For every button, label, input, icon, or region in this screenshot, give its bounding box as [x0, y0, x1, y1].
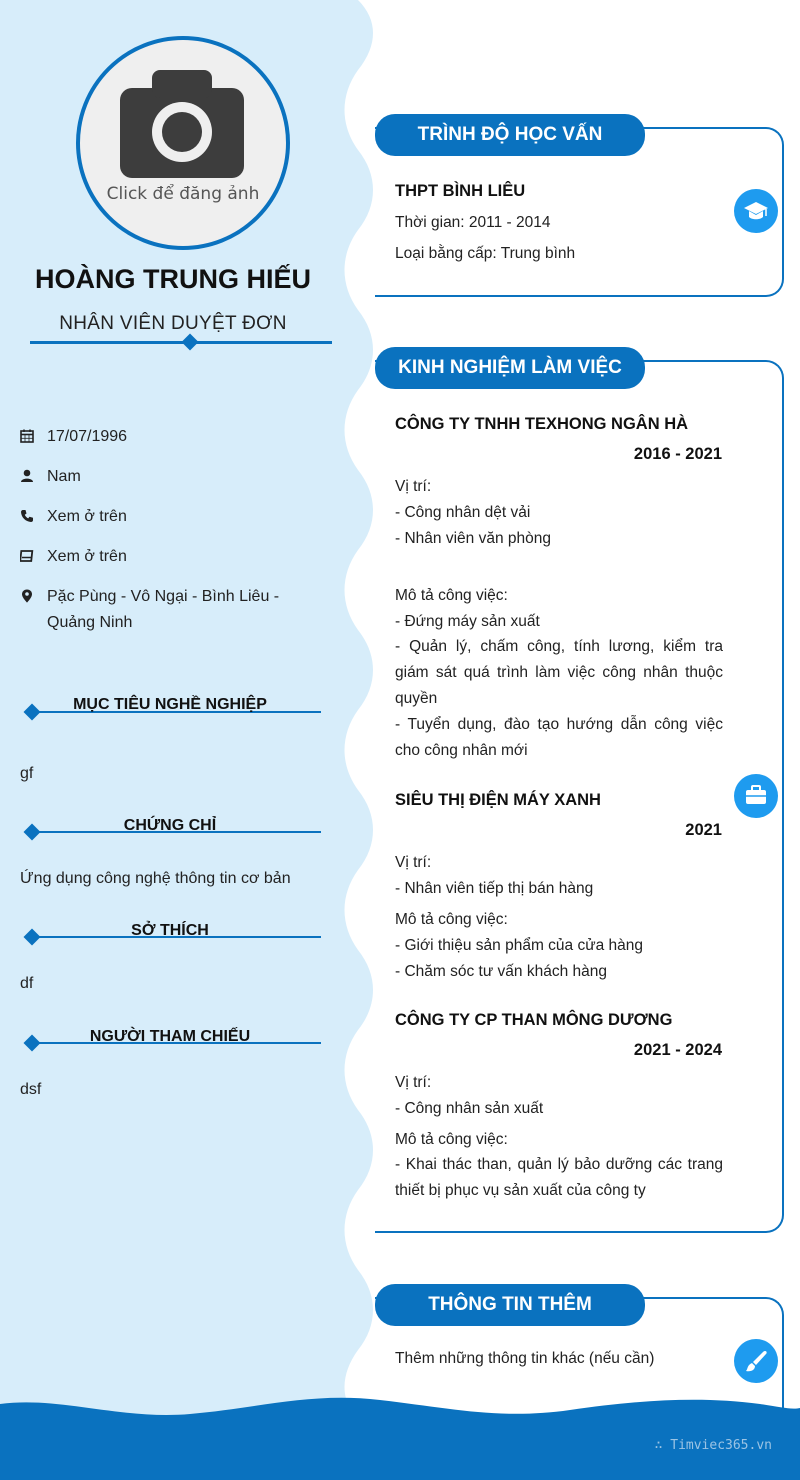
email-row — [20, 544, 320, 570]
calendar-icon — [20, 429, 34, 443]
gender-value: Nam — [47, 468, 81, 485]
education-degree: Loại bằng cấp: Trung bình — [395, 245, 576, 262]
candidate-name: HOÀNG TRUNG HIẾU — [35, 264, 311, 294]
education-school: THPT BÌNH LIÊU — [395, 182, 526, 200]
job-1-desc-2: - Quản lý, chấm công, tính lương, kiểm tra giám sát quá trình làm việc công nhân thuộc quyền — [395, 638, 723, 707]
photo-caption[interactable]: Click để đăng ảnh — [106, 184, 260, 204]
education-heading: TRÌNH ĐỘ HỌC VẤN — [375, 114, 645, 156]
address-value: Pặc Pùng - Vô Ngại - Bình Liêu - Quảng Ninh — [47, 588, 280, 631]
map-marker-icon — [20, 589, 34, 603]
camera-icon — [120, 70, 244, 178]
job-2-desc-label: Mô tả công việc: — [395, 911, 508, 928]
experience-heading: KINH NGHIỆM LÀM VIỆC — [375, 347, 645, 389]
phone-value: Xem ở trên — [47, 508, 127, 525]
references-title: NGƯỜI THAM CHIẾU — [89, 1028, 251, 1045]
email-value: Xem ở trên — [47, 548, 127, 565]
job-3-desc-label: Mô tả công việc: — [395, 1131, 508, 1148]
job-3-position-label: Vị trí: — [395, 1074, 432, 1091]
experience-badge — [734, 774, 778, 818]
job-3-company: CÔNG TY CP THAN MÔNG DƯƠNG — [395, 1011, 673, 1029]
hobbies-title: SỞ THÍCH — [131, 922, 209, 939]
job-title: NHÂN VIÊN DUYỆT ĐƠN — [59, 313, 287, 334]
job-1-position-label: Vị trí: — [395, 478, 432, 495]
user-icon — [20, 469, 34, 483]
references-content: dsf — [20, 1081, 42, 1098]
job-1-desc-1: - Đứng máy sản xuất — [395, 613, 540, 630]
phone-row — [20, 504, 320, 530]
job-2-desc-1: - Giới thiệu sản phẩm của cửa hàng — [395, 937, 644, 954]
additional-content: Thêm những thông tin khác (nếu cần) — [395, 1350, 655, 1367]
job-2-position-1: - Nhân viên tiếp thị bán hàng — [395, 880, 594, 897]
objective-title: MỤC TIÊU NGHỀ NGHIỆP — [73, 696, 267, 713]
additional-badge — [734, 1339, 778, 1383]
certificates-title: CHỨNG CHỈ — [123, 817, 217, 834]
watermark: ∴ Timviec365.vn — [654, 1438, 772, 1453]
hobbies-content: df — [20, 975, 34, 992]
job-2-period: 2021 — [685, 821, 722, 839]
envelope-icon — [20, 549, 34, 563]
job-2-company: SIÊU THỊ ĐIỆN MÁY XANH — [395, 791, 601, 809]
job-1-position-1: - Công nhân dệt vải — [395, 504, 531, 521]
job-3-period: 2021 - 2024 — [633, 1041, 722, 1059]
job-1-desc-label: Mô tả công việc: — [395, 587, 508, 604]
graduation-cap-icon — [734, 189, 778, 233]
job-1-position-2: - Nhân viên văn phòng — [395, 530, 551, 547]
address-row — [20, 584, 320, 636]
job-2-desc-2: - Chăm sóc tư vấn khách hàng — [395, 963, 607, 980]
objective-content: gf — [20, 765, 34, 782]
paint-brush-icon — [734, 1339, 778, 1383]
job-1-period: 2016 - 2021 — [633, 445, 722, 463]
gender-row — [20, 464, 320, 490]
job-1-desc-3: - Tuyển dụng, đào tạo hướng dẫn công việc cho công nhân mới — [395, 716, 723, 759]
job-2-position-label: Vị trí: — [395, 854, 432, 871]
phone-icon — [20, 509, 34, 523]
birthday-value: 17/07/1996 — [47, 428, 128, 445]
education-badge — [734, 189, 778, 233]
education-time: Thời gian: 2011 - 2014 — [395, 214, 551, 231]
certificates-content: Ứng dụng công nghệ thông tin cơ bản — [20, 870, 291, 887]
briefcase-icon — [734, 774, 778, 818]
birthday-row — [20, 424, 320, 450]
additional-heading: THÔNG TIN THÊM — [375, 1284, 645, 1326]
job-1-company: CÔNG TY TNHH TEXHONG NGÂN HÀ — [395, 415, 689, 433]
job-3-position-1: - Công nhân sản xuất — [395, 1100, 544, 1117]
job-3-desc-1: - Khai thác than, quản lý bảo dưỡng các trang thiết bị phục vụ sản xuất của công ty — [395, 1156, 723, 1199]
